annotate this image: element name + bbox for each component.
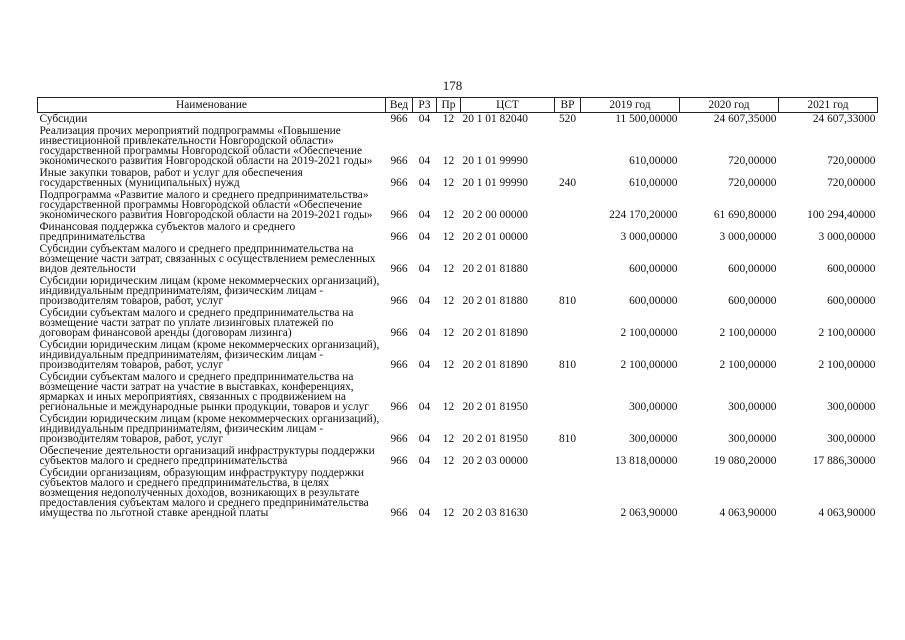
row-cst: 20 1 01 82040 [462, 113, 528, 125]
row-name: Субсидии субъектам малого и среднего предпринимательства на возмещение части затрат по уплате лизинговых платежей по договорам финансовой аренды (договорам лизинга) [39, 307, 354, 339]
row-ved: 966 [390, 113, 408, 125]
table-row [38, 221, 878, 243]
table-row [38, 167, 878, 189]
row-2021: 720,00000 [827, 155, 876, 167]
row-rz: 04 [418, 455, 431, 467]
header-2020: 2020 год [680, 98, 779, 113]
row-2019: 2 063,90000 [620, 507, 678, 519]
row-vr: 810 [558, 359, 577, 371]
row-name: Обеспечение деятельности организаций инфраструктуры поддержки субъектов малого и среднего предпринимательства [39, 445, 375, 467]
row-vr: 810 [558, 433, 577, 445]
table-row [38, 243, 878, 275]
row-cst: 20 2 03 00000 [462, 455, 528, 467]
row-name: Субсидии юридическим лицам (кроме некоммерческих организаций), индивидуальным предпринимателям, физическим лицам - производителям товаров, работ, услуг [39, 275, 380, 307]
row-2020: 720,00000 [728, 155, 777, 167]
row-2019: 224 170,20000 [609, 209, 678, 221]
row-cst: 20 2 01 81890 [462, 359, 528, 371]
row-2021: 300,00000 [827, 433, 876, 445]
row-rz: 04 [418, 359, 431, 371]
row-cst: 20 2 01 81950 [462, 433, 528, 445]
table-header-row [38, 98, 878, 113]
row-2020: 3 000,00000 [719, 231, 777, 243]
row-2021: 2 100,00000 [818, 327, 876, 339]
table-row [38, 371, 878, 413]
row-vr [555, 125, 581, 167]
row-rz: 04 [418, 231, 431, 243]
row-pr: 12 [442, 209, 455, 221]
row-name: Субсидии юридическим лицам (кроме некоммерческих организаций), индивидуальным предпринимателям, физическим лицам - производителям товаров, работ, услуг [39, 413, 380, 445]
row-rz: 04 [418, 177, 431, 189]
row-rz: 04 [418, 263, 431, 275]
row-pr: 12 [442, 401, 455, 413]
row-2021: 24 607,33000 [812, 113, 876, 125]
row-ved: 966 [390, 155, 408, 167]
row-vr [555, 243, 581, 275]
row-2021: 17 886,30000 [812, 455, 876, 467]
header-vr: ВР [555, 98, 581, 113]
row-2019: 610,00000 [629, 177, 678, 189]
row-cst: 20 1 01 99990 [462, 177, 528, 189]
row-2020: 300,00000 [728, 433, 777, 445]
row-pr: 12 [442, 295, 455, 307]
row-2020: 19 080,20000 [713, 455, 777, 467]
row-pr: 12 [442, 231, 455, 243]
row-2021: 2 100,00000 [818, 359, 876, 371]
row-pr: 12 [442, 177, 455, 189]
row-rz: 04 [418, 295, 431, 307]
table-row [38, 467, 878, 519]
row-name: Субсидии юридическим лицам (кроме некоммерческих организаций), индивидуальным предпринимателям, физическим лицам - производителям товаров, работ, услуг [39, 339, 380, 371]
row-rz: 04 [418, 327, 431, 339]
row-2019: 600,00000 [629, 263, 678, 275]
row-ved: 966 [390, 359, 408, 371]
row-cst: 20 2 01 00000 [462, 231, 528, 243]
row-name: Субсидии [39, 113, 88, 125]
row-rz: 04 [418, 507, 431, 519]
row-2019: 610,00000 [629, 155, 678, 167]
row-vr: 240 [558, 177, 577, 189]
header-name: Наименование [38, 98, 386, 113]
row-pr: 12 [442, 155, 455, 167]
table-row [38, 307, 878, 339]
row-name: Субсидии субъектам малого и среднего предпринимательства на возмещение части затрат, связанных с осуществлением ремесленных видов деятельности [39, 243, 376, 275]
row-2020: 2 100,00000 [719, 327, 777, 339]
row-cst: 20 2 01 81890 [462, 327, 528, 339]
row-rz: 04 [418, 155, 431, 167]
row-vr [555, 189, 581, 221]
row-2019: 600,00000 [629, 295, 678, 307]
row-vr [555, 307, 581, 339]
table-row [38, 113, 878, 126]
row-2019: 11 500,00000 [615, 113, 678, 125]
header-cst: ЦСТ [461, 98, 555, 113]
row-2019: 2 100,00000 [620, 359, 678, 371]
budget-table [37, 97, 878, 519]
row-vr [555, 371, 581, 413]
row-ved: 966 [390, 455, 408, 467]
row-2020: 600,00000 [728, 263, 777, 275]
row-ved: 966 [390, 327, 408, 339]
row-ved: 966 [390, 433, 408, 445]
row-ved: 966 [390, 507, 408, 519]
page-number: 178 [442, 78, 463, 93]
row-pr: 12 [442, 433, 455, 445]
row-2019: 13 818,00000 [614, 455, 678, 467]
header-rz: РЗ [413, 98, 437, 113]
row-cst: 20 2 03 81630 [462, 507, 528, 519]
row-vr [555, 467, 581, 519]
row-cst: 20 2 01 81880 [462, 295, 528, 307]
row-pr: 12 [442, 327, 455, 339]
row-2021: 3 000,00000 [818, 231, 876, 243]
row-2020: 2 100,00000 [719, 359, 777, 371]
row-2021: 300,00000 [827, 401, 876, 413]
row-rz: 04 [418, 433, 431, 445]
row-2019: 300,00000 [629, 433, 678, 445]
row-2021: 600,00000 [827, 295, 876, 307]
row-rz: 04 [418, 113, 431, 125]
row-name: Подпрограмма «Развитие малого и среднего предпринимательства» государственной программы Новгородской области «Обеспечение экономического развития Новгородской области на 2019-2021 годы» [39, 189, 373, 221]
row-ved: 966 [390, 231, 408, 243]
table-row [38, 275, 878, 307]
row-ved: 966 [390, 401, 408, 413]
table-row [38, 125, 878, 167]
header-2021: 2021 год [779, 98, 878, 113]
row-2019: 3 000,00000 [620, 231, 678, 243]
row-pr: 12 [442, 359, 455, 371]
table-row [38, 413, 878, 445]
row-cst: 20 1 01 99990 [462, 155, 528, 167]
row-2019: 300,00000 [629, 401, 678, 413]
table-row [38, 339, 878, 371]
header-2019: 2019 год [581, 98, 680, 113]
table-row [38, 189, 878, 221]
row-name: Реализация прочих мероприятий подпрограммы «Повышение инвестиционной привлекательности Новгородской области» государственной программы Новгородской области «Обеспечение экономического развития Новгородской области на 2019-2021 годы» [39, 125, 373, 167]
row-2020: 24 607,35000 [713, 113, 777, 125]
row-rz: 04 [418, 401, 431, 413]
row-vr [555, 221, 581, 243]
row-pr: 12 [442, 455, 455, 467]
row-2020: 61 690,80000 [713, 209, 777, 221]
row-name: Финансовая поддержка субъектов малого и среднего предпринимательства [39, 221, 296, 243]
row-vr [555, 445, 581, 467]
table-row [38, 445, 878, 467]
row-cst: 20 2 00 00000 [462, 209, 528, 221]
row-2020: 600,00000 [728, 295, 777, 307]
row-2020: 720,00000 [728, 177, 777, 189]
row-ved: 966 [390, 295, 408, 307]
row-vr: 520 [558, 113, 577, 125]
header-pr: Пр [437, 98, 461, 113]
row-vr: 810 [558, 295, 577, 307]
row-2020: 300,00000 [728, 401, 777, 413]
header-ved: Вед [386, 98, 413, 113]
row-ved: 966 [390, 209, 408, 221]
row-2020: 4 063,90000 [719, 507, 777, 519]
row-2019: 2 100,00000 [620, 327, 678, 339]
row-2021: 600,00000 [827, 263, 876, 275]
row-name: Иные закупки товаров, работ и услуг для обеспечения государственных (муниципальных) нужд [39, 167, 303, 189]
row-cst: 20 2 01 81880 [462, 263, 528, 275]
row-2021: 100 294,40000 [807, 209, 876, 221]
row-rz: 04 [418, 209, 431, 221]
row-name: Субсидии организациям, образующим инфраструктуру поддержки субъектов малого и среднего предпринимательства, в целях возмещения недополученных доходов, возникающих в результате предоставления субъектам малого и среднего предпринимательства имущества по льготной ставке арендной платы [39, 467, 369, 519]
row-2021: 4 063,90000 [818, 507, 876, 519]
row-2021: 720,00000 [827, 177, 876, 189]
row-pr: 12 [442, 263, 455, 275]
row-pr: 12 [442, 113, 455, 125]
row-cst: 20 2 01 81950 [462, 401, 528, 413]
row-ved: 966 [390, 263, 408, 275]
row-name: Субсидии субъектам малого и среднего предпринимательства на возмещение части затрат на участие в выставках, конференциях, ярмарках и иных мероприятиях, связанных с продвижением на региональные и международные рынки продукции, товаров и услуг [39, 371, 369, 413]
row-pr: 12 [442, 507, 455, 519]
row-ved: 966 [390, 177, 408, 189]
